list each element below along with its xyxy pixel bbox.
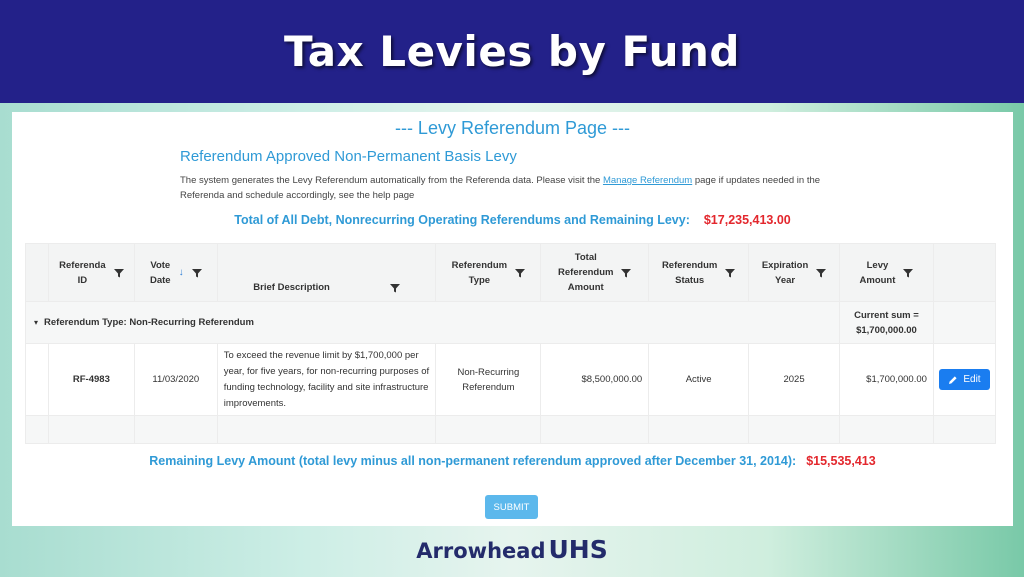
header-label-line: Vote — [150, 259, 171, 271]
group-sum-label: Current sum = — [854, 309, 919, 321]
header-total-referendum-amount[interactable] — [541, 244, 649, 302]
empty-row — [26, 416, 996, 444]
cell-type-line: Referendum — [462, 381, 515, 393]
total-levy-summary — [12, 213, 1013, 227]
header-referenda-id[interactable] — [48, 244, 134, 302]
group-actions-cell — [933, 302, 995, 344]
description-part-2: page if updates needed in the Referenda and schedule accordingly, see the help page — [180, 175, 821, 201]
group-row[interactable] — [26, 302, 996, 344]
filter-icon[interactable] — [903, 268, 913, 278]
cell-status: Active — [649, 344, 749, 416]
cell-total-amount: $8,500,000.00 — [541, 344, 649, 416]
filter-icon[interactable] — [515, 268, 525, 278]
header-label-line: Brief Description — [253, 282, 330, 293]
header-brief-description[interactable] — [217, 244, 436, 302]
edit-button[interactable] — [939, 369, 989, 390]
edit-label: Edit — [963, 374, 981, 385]
header-label-line: Status — [675, 274, 705, 286]
header-label-line: Expiration — [761, 259, 809, 271]
header-expiration-year[interactable] — [749, 244, 840, 302]
brand-abbrev: UHS — [548, 535, 608, 564]
filter-icon[interactable] — [725, 268, 735, 278]
group-label: Referendum Type: Non-Recurring Referendum — [44, 317, 254, 328]
header-label-line: Referenda — [59, 259, 106, 271]
remaining-label: Remaining Levy Amount (total levy minus all non-permanent referendum approved after December 31, 2014): — [149, 454, 797, 468]
manage-referendum-link[interactable]: Manage Referendum — [602, 175, 693, 186]
header-actions — [933, 244, 995, 302]
filter-icon[interactable] — [621, 268, 631, 278]
banner-title: Tax Levies by Fund — [284, 27, 740, 76]
header-label-line: Amount — [859, 274, 896, 286]
header-spacer — [26, 244, 49, 302]
filter-icon[interactable] — [816, 268, 826, 278]
cell-vote-date: 11/03/2020 — [134, 344, 217, 416]
cell-actions — [933, 344, 995, 416]
total-label: Total of All Debt, Nonrecurring Operating Referendums and Remaining Levy: — [234, 213, 690, 227]
cell-type-line: Non-Recurring — [457, 366, 520, 378]
cell-description: To exceed the revenue limit by $1,700,000 per year, for five years, for non-recurring purposes of funding technology, facility and site infrastructure improvements. — [217, 344, 436, 416]
group-sum — [840, 302, 934, 344]
header-label-line: Year — [775, 274, 796, 286]
header-label-line: ID — [77, 274, 88, 286]
group-sum-value: $1,700,000.00 — [856, 324, 917, 336]
brand-logo — [0, 535, 1024, 564]
page-heading: --- Levy Referendum Page --- — [394, 118, 631, 138]
header-label-line: Total — [574, 252, 597, 263]
pencil-icon — [948, 375, 958, 385]
title-banner — [0, 0, 1024, 103]
header-levy-amount[interactable] — [840, 244, 934, 302]
submit-button[interactable]: SUBMIT — [485, 495, 538, 519]
header-label-line: Referendum — [451, 259, 508, 271]
remaining-amount: $15,535,413 — [806, 454, 876, 468]
filter-icon[interactable] — [114, 268, 124, 278]
levy-referendum-panel — [12, 112, 1013, 526]
header-label-line: Referendum — [558, 267, 614, 278]
header-label-line: Type — [468, 274, 491, 286]
header-label-line: Amount — [567, 282, 604, 293]
header-referendum-status[interactable] — [649, 244, 749, 302]
collapse-caret-icon[interactable]: ▾ — [34, 318, 39, 327]
header-vote-date[interactable] — [134, 244, 217, 302]
cell-referendum-type — [436, 344, 541, 416]
cell-referenda-id: RF-4983 — [48, 344, 134, 416]
section-title: Referendum Approved Non-Permanent Basis Levy — [180, 148, 517, 165]
description-text — [180, 173, 860, 203]
remaining-levy-summary — [12, 454, 1013, 468]
total-amount: $17,235,413.00 — [703, 213, 791, 227]
sort-down-icon[interactable]: ↓ — [178, 267, 184, 278]
table-header-row — [26, 244, 996, 302]
filter-icon[interactable] — [192, 268, 202, 278]
header-label-line: Referendum — [661, 259, 718, 271]
description-part-1: The system generates the Levy Referendum automatically from the Referenda data. Please visit the — [180, 175, 603, 186]
table-row — [26, 344, 996, 416]
cell-expiration-year: 2025 — [749, 344, 840, 416]
header-referendum-type[interactable] — [436, 244, 541, 302]
filter-icon[interactable] — [390, 283, 400, 293]
row-spacer — [26, 344, 49, 416]
header-label-line: Levy — [866, 259, 889, 271]
cell-levy-amount: $1,700,000.00 — [840, 344, 934, 416]
header-label-line: Date — [149, 274, 171, 286]
referendum-table — [25, 243, 996, 444]
brand-name: Arrowhead — [416, 539, 546, 563]
group-label-cell[interactable] — [26, 302, 840, 344]
